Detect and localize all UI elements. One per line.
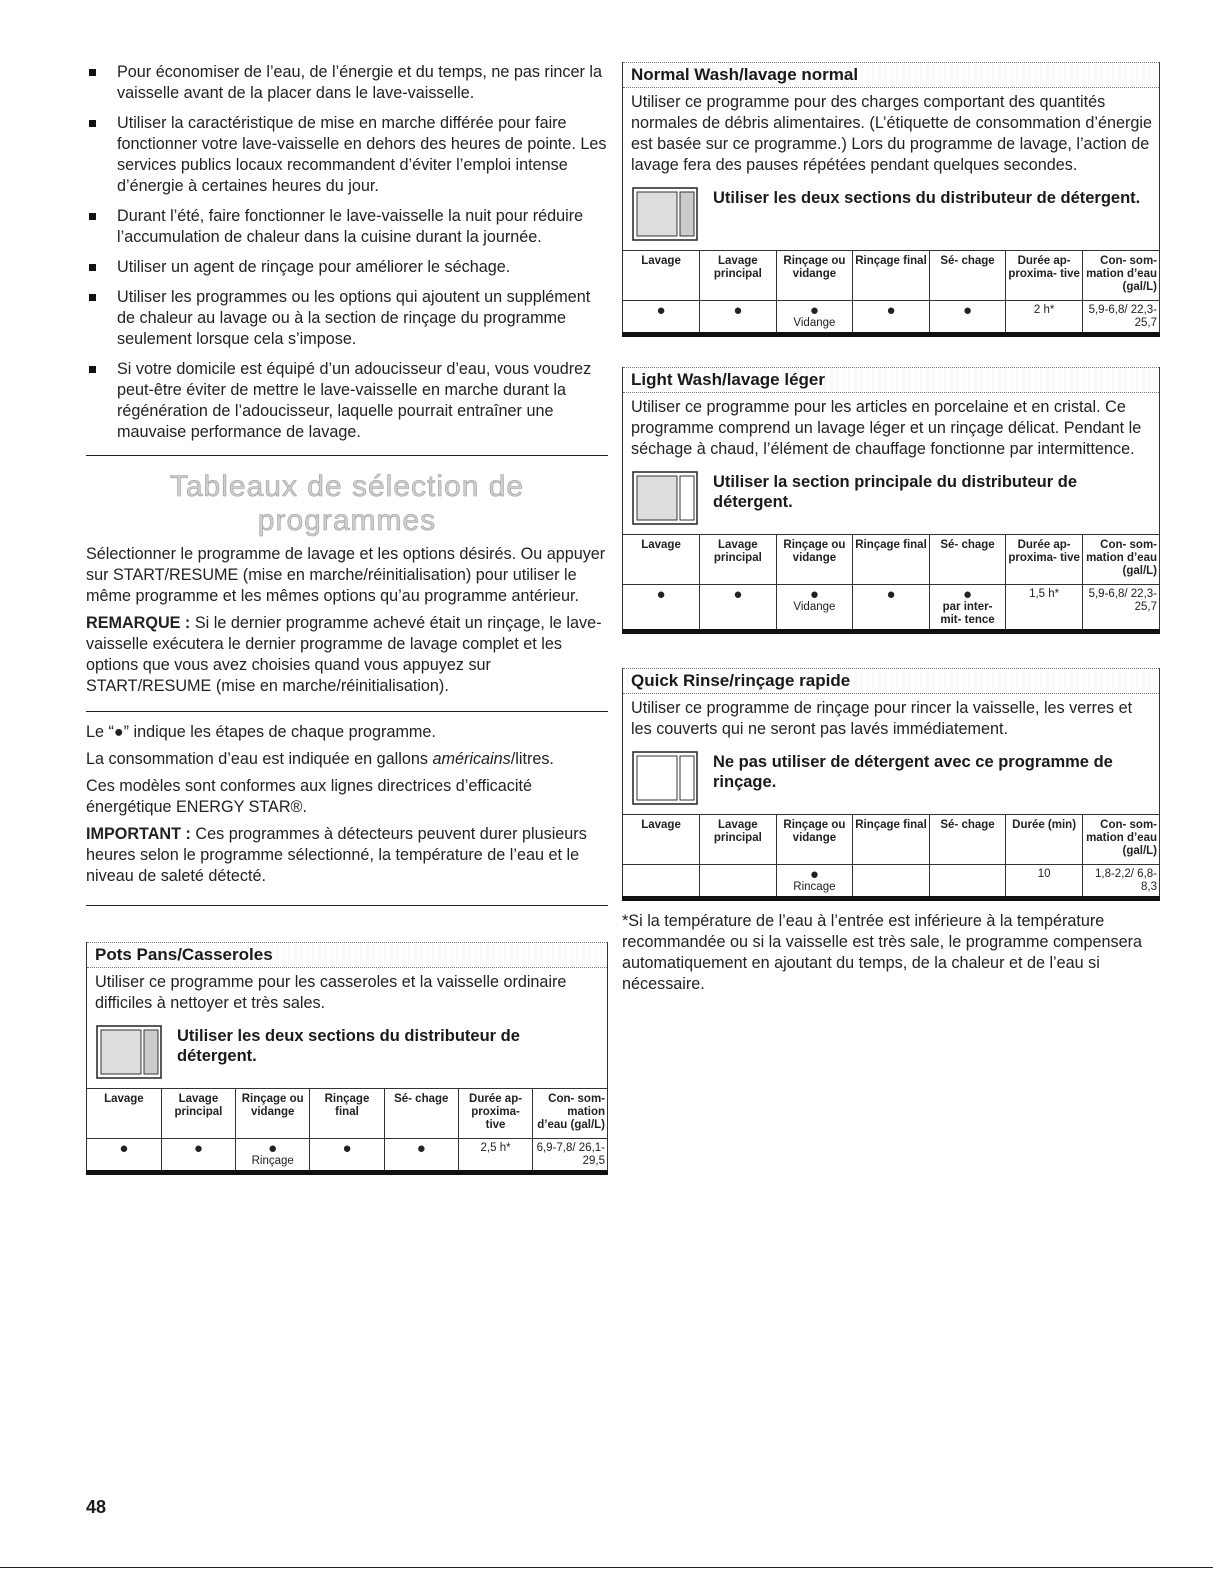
remark-paragraph: [86, 613, 608, 697]
step-cell: [236, 1139, 310, 1171]
consumption-cell: 1,8-2,2/ 6,8-8,3: [1082, 865, 1159, 897]
step-note: Rinçage: [251, 1155, 294, 1167]
consumption-text: La consommation d’eau est indiquée en gallons: [86, 750, 433, 768]
bullet-square-icon: [89, 294, 96, 301]
header-cell: Lavage principal: [700, 535, 777, 585]
header-cell: Rinçage ou vidange: [776, 251, 853, 301]
table-bottom-bar: [622, 896, 1160, 901]
step-cell: [776, 301, 853, 333]
consumption-cell: 6,9-7,8/ 26,1-29,5: [533, 1139, 607, 1171]
step-cell: [700, 865, 777, 897]
step-note: par inter- mit- tence: [940, 601, 995, 626]
detergent-instruction: [623, 466, 1159, 534]
detergent-text: Utiliser les deux sections du distributeur de détergent.: [177, 1027, 520, 1065]
detergent-text: Utiliser la section principale du distributeur de détergent.: [713, 473, 1077, 511]
step-dot: ●: [656, 302, 666, 319]
step-dot: ●: [193, 1140, 203, 1157]
step-dot: ●: [416, 1140, 426, 1157]
detergent-text: Utiliser les deux sections du distributeur de détergent.: [713, 189, 1141, 207]
header-cell: Con- som- mation d’eau (gal/L): [1082, 815, 1159, 865]
program-description: Utiliser ce programme de rinçage pour rincer la vaisselle, les verres et les couverts qui ne seront pas lavés immédiatement.: [631, 699, 1133, 738]
program-table: [87, 1088, 607, 1170]
header-cell: Lavage: [623, 815, 700, 865]
program-table: [623, 814, 1159, 896]
program-title: Light Wash/lavage léger: [623, 367, 1159, 393]
header-cell: Durée ap- proxima- tive: [1006, 535, 1083, 585]
step-cell: [776, 865, 853, 897]
bullet-square-icon: [89, 120, 96, 127]
detergent-instruction: [623, 746, 1159, 814]
header-cell: Lavage: [87, 1089, 161, 1139]
left-column: [86, 62, 608, 1175]
header-cell: Lavage principal: [700, 815, 777, 865]
program-description: Utiliser ce programme pour les articles en porcelaine et en cristal. Ce programme comprend un lavage léger et un rinçage délicat. Pendant le séchage à chaud, l’élément de chauffage fonctionne par intermittence.: [631, 398, 1142, 458]
step-dot: ●: [733, 586, 743, 603]
program-title: Pots Pans/Casseroles: [87, 942, 607, 968]
step-note: Vidange: [793, 317, 836, 329]
table-row: [623, 865, 1159, 897]
header-cell: Rinçage ou vidange: [776, 815, 853, 865]
right-column: [622, 62, 1160, 1011]
tip-text: Utiliser la caractéristique de mise en marche différée pour faire fonctionner votre lave-vaisselle en dehors des heures de pointe. Les services publics locaux recommandent d’éviter l’emploi intense d’énergie à certaines heures du jour.: [117, 114, 607, 195]
program-title: Quick Rinse/rinçage rapide: [623, 668, 1159, 694]
list-item: [86, 113, 608, 197]
header-cell: Rinçage final: [853, 251, 930, 301]
header-cell: Rinçage final: [853, 535, 930, 585]
header-cell: Durée ap- proxima- tive: [458, 1089, 532, 1139]
detergent-instruction: [623, 182, 1159, 250]
step-dot: ●: [963, 302, 973, 319]
page-number: 48: [86, 1497, 107, 1517]
program-description: Utiliser ce programme pour les casseroles et la vaisselle ordinaire difficiles à nettoyer et très sales.: [95, 973, 567, 1012]
important-text: Ces programmes à détecteurs peuvent durer plusieurs heures selon le programme sélectionné, la température de l’eau et le niveau de saleté détecté.: [86, 825, 587, 885]
step-cell: [87, 1139, 161, 1171]
header-cell: Sé- chage: [929, 535, 1006, 585]
header-cell: Lavage principal: [700, 251, 777, 301]
intro-paragraph: Sélectionner le programme de lavage et les options désirés. Ou appuyer sur START/RESUME (mise en marche/réinitialisation) pour utiliser le même programme et les mêmes options qu’au programme antérieur.: [86, 545, 606, 605]
legend-paragraph: Le “●” indique les étapes de chaque programme.: [86, 723, 436, 741]
step-cell: [700, 301, 777, 333]
header-cell: Rinçage final: [853, 815, 930, 865]
consumption-unit: /litres.: [510, 750, 554, 768]
remark-text: Si le dernier programme achevé était un rinçage, le lave-vaisselle exécutera le dernier programme de lavage complet et les options que vous avez choisies quand vous appuyez sur START/RESUME (mise en marche/réinitialisation).: [86, 614, 602, 695]
table-row: [87, 1139, 607, 1171]
program-table: [623, 534, 1159, 629]
important-label: IMPORTANT :: [86, 825, 191, 843]
energy-star-paragraph: Ces modèles sont conformes aux lignes directrices d’efficacité énergétique ENERGY STAR®.: [86, 777, 532, 816]
table-bottom-bar: [622, 629, 1160, 634]
list-item: [86, 62, 608, 104]
bottom-divider: [0, 1567, 1213, 1568]
list-item: [86, 257, 608, 278]
step-note: Rincage: [793, 881, 836, 893]
duration-cell: 2,5 h*: [458, 1139, 532, 1171]
remark-label: REMARQUE :: [86, 614, 191, 632]
duration-cell: 1,5 h*: [1006, 585, 1083, 630]
program-table: [623, 250, 1159, 332]
list-item: [86, 359, 608, 443]
step-dot: ●: [809, 866, 819, 883]
tip-text: Durant l’été, faire fonctionner le lave-vaisselle la nuit pour réduire l’accumulation de chaleur dans la cuisine durant la journée.: [117, 207, 584, 246]
divider: [86, 905, 608, 906]
list-item: [86, 287, 608, 350]
step-cell: [776, 585, 853, 630]
consumption-paragraph: [86, 749, 608, 770]
header-cell: Rinçage ou vidange: [236, 1089, 310, 1139]
duration-cell: 2 h*: [1006, 301, 1083, 333]
program-pots-pans: [86, 942, 608, 1170]
step-cell: [384, 1139, 458, 1171]
header-cell: Rinçage ou vidange: [776, 535, 853, 585]
header-cell: Con- som- mation d’eau (gal/L): [533, 1089, 607, 1139]
consumption-italic: américains: [432, 750, 511, 768]
list-item: [86, 206, 608, 248]
detergent-dispenser-both-icon: [631, 186, 699, 242]
step-dot: ●: [809, 302, 819, 319]
step-dot: ●: [119, 1140, 129, 1157]
step-cell: [929, 585, 1006, 630]
step-cell: [623, 301, 700, 333]
table-row: [623, 301, 1159, 333]
header-cell: Durée (min): [1006, 815, 1083, 865]
footnote: *Si la température de l’eau à l’entrée est inférieure à la température recommandée ou si la vaisselle est très sale, le programme compensera automatiquement en ajoutant du temps, de la chaleur et de l’eau si nécessaire.: [622, 912, 1143, 993]
header-cell: Sé- chage: [929, 251, 1006, 301]
header-cell: Sé- chage: [384, 1089, 458, 1139]
tip-text: Si votre domicile est équipé d’un adoucisseur d’eau, vous voudrez peut-être éviter de mettre le lave-vaisselle en marche durant la régénération de l’adoucisseur, laquelle pourrait entraîner une mauvaise performance de lavage.: [117, 360, 592, 441]
bullet-square-icon: [89, 69, 96, 76]
consumption-cell: 5,9-6,8/ 22,3-25,7: [1082, 585, 1159, 630]
program-title: Normal Wash/lavage normal: [623, 62, 1159, 88]
divider: [86, 711, 608, 712]
consumption-cell: 5,9-6,8/ 22,3-25,7: [1082, 301, 1159, 333]
program-quick-rinse: [622, 668, 1160, 896]
header-cell: Lavage: [623, 535, 700, 585]
tip-text: Pour économiser de l’eau, de l’énergie et du temps, ne pas rincer la vaisselle avant de la placer dans le lave-vaisselle.: [117, 63, 603, 102]
step-cell: [700, 585, 777, 630]
tip-text: Utiliser les programmes ou les options qui ajoutent un supplément de chaleur au lavage ou à la section de rinçage du programme seulement lorsque cela s’impose.: [117, 288, 591, 348]
step-dot: ●: [809, 586, 819, 603]
detergent-dispenser-main-icon: [631, 470, 699, 526]
step-cell: [929, 865, 1006, 897]
step-dot: ●: [656, 586, 666, 603]
step-dot: ●: [733, 302, 743, 319]
table-bottom-bar: [86, 1170, 608, 1175]
table-bottom-bar: [622, 332, 1160, 337]
step-cell: [929, 301, 1006, 333]
detergent-dispenser-none-icon: [631, 750, 699, 806]
header-cell: Con- som- mation d’eau (gal/L): [1082, 251, 1159, 301]
step-note: Vidange: [793, 601, 836, 613]
bullet-square-icon: [89, 366, 96, 373]
detergent-dispenser-both-icon: [95, 1024, 163, 1080]
step-cell: [853, 301, 930, 333]
step-dot: ●: [886, 586, 896, 603]
step-cell: [310, 1139, 384, 1171]
step-dot: ●: [963, 586, 973, 603]
header-cell: Durée ap- proxima- tive: [1006, 251, 1083, 301]
divider: [86, 455, 608, 456]
step-dot: ●: [342, 1140, 352, 1157]
header-cell: Con- som- mation d’eau (gal/L): [1082, 535, 1159, 585]
detergent-instruction: [87, 1020, 607, 1088]
step-cell: [853, 585, 930, 630]
bullet-square-icon: [89, 213, 96, 220]
section-title: Tableaux de sélection de programmes: [169, 470, 525, 537]
step-dot: ●: [886, 302, 896, 319]
bullet-square-icon: [89, 264, 96, 271]
important-paragraph: [86, 824, 608, 887]
step-cell: [623, 865, 700, 897]
header-cell: Lavage: [623, 251, 700, 301]
header-cell: Sé- chage: [929, 815, 1006, 865]
program-description: Utiliser ce programme pour des charges comportant des quantités normales de débris alimentaires. (L’étiquette de consommation d’énergie est basée sur ce programme.) Lors du programme de lavage, l’action de lavage fera des pauses répétées pendant quelques secondes.: [631, 93, 1152, 174]
step-dot: ●: [268, 1140, 278, 1157]
step-cell: [623, 585, 700, 630]
duration-cell: 10: [1006, 865, 1083, 897]
table-row: [623, 585, 1159, 630]
step-cell: [853, 865, 930, 897]
detergent-text: Ne pas utiliser de détergent avec ce programme de rinçage.: [713, 753, 1113, 791]
step-cell: [161, 1139, 235, 1171]
program-normal-wash: [622, 62, 1160, 332]
program-light-wash: [622, 367, 1160, 629]
tip-text: Utiliser un agent de rinçage pour améliorer le séchage.: [117, 258, 511, 276]
tips-list: [86, 62, 608, 443]
header-cell: Lavage principal: [161, 1089, 235, 1139]
header-cell: Rinçage final: [310, 1089, 384, 1139]
